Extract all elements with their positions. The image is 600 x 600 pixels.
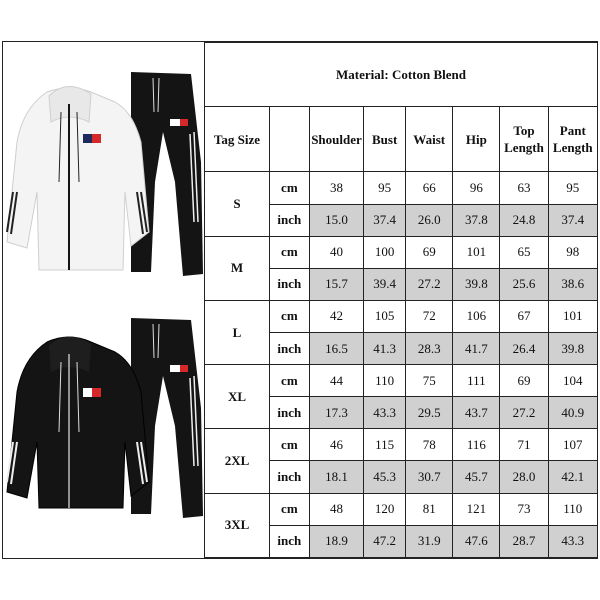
unit-label: inch (269, 268, 309, 300)
header-column-line: Pant (559, 123, 586, 139)
measurement-cell: 115 (364, 429, 406, 461)
size-table (204, 42, 598, 558)
size-row-cm (205, 300, 598, 332)
measurement-cell: 105 (364, 300, 406, 332)
measurement-cell: 39.8 (453, 268, 500, 300)
measurement-cell: 98 (548, 236, 597, 268)
measurement-cell: 66 (406, 172, 453, 204)
measurement-cell: 44 (309, 365, 363, 397)
unit-label: inch (269, 461, 309, 493)
header-column (500, 107, 548, 172)
measurement-cell: 104 (548, 365, 597, 397)
unit-label: cm (269, 365, 309, 397)
measurement-cell: 41.3 (364, 333, 406, 365)
measurement-cell: 107 (548, 429, 597, 461)
measurement-cell: 28.7 (500, 525, 548, 557)
measurement-cell: 37.4 (364, 204, 406, 236)
measurement-cell: 37.8 (453, 204, 500, 236)
measurement-cell: 40 (309, 236, 363, 268)
size-chart (204, 42, 598, 558)
measurement-cell: 15.0 (309, 204, 363, 236)
header-column-line: Top (513, 123, 535, 139)
measurement-cell: 42 (309, 300, 363, 332)
measurement-cell: 28.3 (406, 333, 453, 365)
measurement-cell: 48 (309, 493, 363, 525)
measurement-cell: 27.2 (500, 397, 548, 429)
measurement-cell: 45.3 (364, 461, 406, 493)
measurement-cell: 67 (500, 300, 548, 332)
product-image (3, 42, 204, 558)
measurement-cell: 75 (406, 365, 453, 397)
measurement-cell: 16.5 (309, 333, 363, 365)
measurement-cell: 69 (406, 236, 453, 268)
measurement-cell: 24.8 (500, 204, 548, 236)
unit-label: cm (269, 236, 309, 268)
unit-label: cm (269, 429, 309, 461)
measurement-cell: 38 (309, 172, 363, 204)
measurement-cell: 106 (453, 300, 500, 332)
measurement-cell: 72 (406, 300, 453, 332)
size-tag: XL (205, 365, 270, 429)
measurement-cell: 43.3 (548, 525, 597, 557)
measurement-cell: 101 (453, 236, 500, 268)
tracksuit-illustration (3, 42, 204, 558)
header-column: Bust (364, 107, 406, 172)
measurement-cell: 47.6 (453, 525, 500, 557)
size-tag: 2XL (205, 429, 270, 493)
size-tag: M (205, 236, 270, 300)
header-tag-size: Tag Size (205, 107, 270, 172)
measurement-cell: 95 (364, 172, 406, 204)
header-column: Waist (406, 107, 453, 172)
measurement-cell: 26.4 (500, 333, 548, 365)
measurement-cell: 78 (406, 429, 453, 461)
measurement-cell: 17.3 (309, 397, 363, 429)
measurement-cell: 96 (453, 172, 500, 204)
measurement-cell: 31.9 (406, 525, 453, 557)
header-column-line: Length (504, 140, 544, 156)
white-hoodie (7, 86, 149, 270)
measurement-cell: 37.4 (548, 204, 597, 236)
unit-label: cm (269, 172, 309, 204)
measurement-cell: 111 (453, 365, 500, 397)
measurement-cell: 29.5 (406, 397, 453, 429)
unit-label: cm (269, 300, 309, 332)
measurement-cell: 18.9 (309, 525, 363, 557)
header-row (205, 107, 598, 172)
unit-label: inch (269, 333, 309, 365)
measurement-cell: 26.0 (406, 204, 453, 236)
size-row-cm (205, 493, 598, 525)
size-tag: S (205, 172, 270, 236)
unit-label: cm (269, 493, 309, 525)
header-column: Hip (453, 107, 500, 172)
unit-label: inch (269, 204, 309, 236)
measurement-cell: 25.6 (500, 268, 548, 300)
measurement-cell: 41.7 (453, 333, 500, 365)
size-tag: L (205, 300, 270, 364)
measurement-cell: 116 (453, 429, 500, 461)
measurement-cell: 81 (406, 493, 453, 525)
size-tag: 3XL (205, 493, 270, 557)
measurement-cell: 43.7 (453, 397, 500, 429)
measurement-cell: 38.6 (548, 268, 597, 300)
measurement-cell: 43.3 (364, 397, 406, 429)
measurement-cell: 110 (548, 493, 597, 525)
header-column-line: Length (552, 140, 593, 156)
black-hoodie (7, 336, 149, 508)
measurement-cell: 100 (364, 236, 406, 268)
size-row-cm (205, 429, 598, 461)
measurement-cell: 46 (309, 429, 363, 461)
measurement-cell: 110 (364, 365, 406, 397)
measurement-cell: 73 (500, 493, 548, 525)
measurement-cell: 40.9 (548, 397, 597, 429)
measurement-cell: 18.1 (309, 461, 363, 493)
measurement-cell: 101 (548, 300, 597, 332)
measurement-cell: 45.7 (453, 461, 500, 493)
header-column: Shoulder (309, 107, 363, 172)
measurement-cell: 15.7 (309, 268, 363, 300)
measurement-cell: 95 (548, 172, 597, 204)
measurement-cell: 71 (500, 429, 548, 461)
unit-label: inch (269, 397, 309, 429)
measurement-cell: 30.7 (406, 461, 453, 493)
unit-label: inch (269, 525, 309, 557)
measurement-cell: 28.0 (500, 461, 548, 493)
measurement-cell: 63 (500, 172, 548, 204)
header-column (548, 107, 597, 172)
table-title: Material: Cotton Blend (205, 43, 598, 107)
measurement-cell: 120 (364, 493, 406, 525)
measurement-cell: 42.1 (548, 461, 597, 493)
measurement-cell: 39.8 (548, 333, 597, 365)
header-unit (269, 107, 309, 172)
measurement-cell: 69 (500, 365, 548, 397)
size-row-cm (205, 172, 598, 204)
size-row-cm (205, 365, 598, 397)
measurement-cell: 65 (500, 236, 548, 268)
measurement-cell: 39.4 (364, 268, 406, 300)
size-row-cm (205, 236, 598, 268)
measurement-cell: 27.2 (406, 268, 453, 300)
measurement-cell: 47.2 (364, 525, 406, 557)
measurement-cell: 121 (453, 493, 500, 525)
